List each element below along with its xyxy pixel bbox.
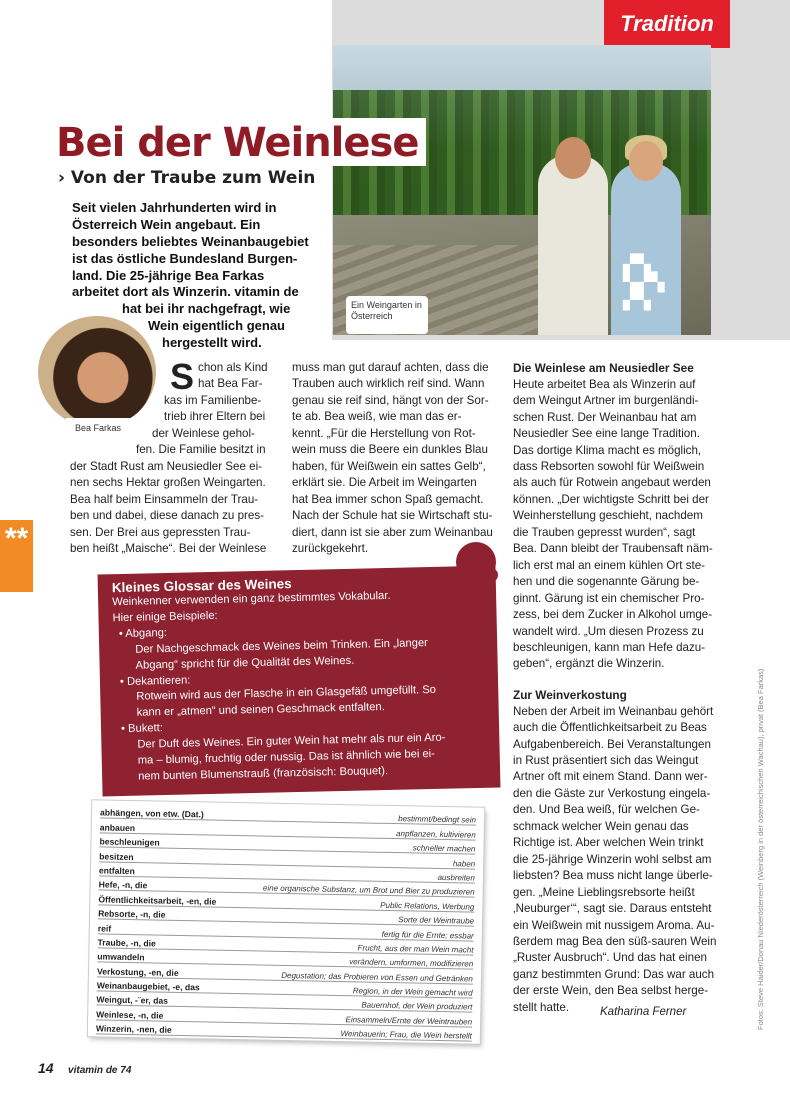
vocabulary-list xyxy=(88,800,484,1043)
article-column-3: Die Weinlese am Neusiedler See Heute arbeitet Bea als Winzerin auf dem Weingut Artner im burgenländi- schen Rust. Der Weinanbau hat am Neusiedler See eine lange Tradition. Das dortige Klima macht es möglich, dass Rebsorten sowohl für Weißwein als auch für Rotwein angebaut werden können. „Der wichtigste Schritt bei der Weinherstellung geschieht, nachdem die Trauben gepresst wurden“, sagt Bea. Dann bleibt der Traubensaft näm- lich erst mal an einem kühlen Ort ste- hen und die sogenannte Gärung be- ginnt. Gärung ist ein chemischer Pro- zess, bei dem Zucker in Alkohol umge- wandelt wird. „Um diesen Prozess zu beschleunigen, kann man Hefe dazu- geben“, ergänzt die Winzerin. Zur Weinverkostung Neben der Arbeit im Weinanbau gehört auch die Öffentlichkeitsarbeit zu Beas Aufgabenbereich. Bei Veranstaltungen in Rust präsentiert sich das Weingut Artner oft mit einem Stand. Dann wer- den die Gäste zur Verkostung eingela- den. Und Bea weiß, für welchen Ge- schmack welcher Wein genau das Richtige ist. Aber welchen Wein trinkt die 25-jährige Winzerin wohl selbst am liebsten? Bea muss nicht lange überle- gen. „Meine Lieblingsrebsorte heißt ‚Neuburger‘“, sagt sie. Daraus entsteht ein Weißwein mit nussigem Aroma. Au- ßerdem mag Bea den süß-sauren Wein „Ruster Ausbruch“. Und das hat einen ganz bestimmten Grund: Das war auch der erste Wein, den Bea selbst herge- stellt hatte. xyxy=(513,360,723,1016)
vocab-row: Hefe, -n, die eine organische Substanz, um Brot und Bier zu produzieren xyxy=(99,876,475,898)
vocab-row: Öffentlichkeitsarbeit, -en, die Public Relations, Werbung xyxy=(98,891,474,913)
page-number: 14 xyxy=(38,1060,54,1076)
grape-icon: ▞▚ ▚▞▚ ▞▚ xyxy=(623,254,665,310)
vocab-row: reif fertig für die Ernte; essbar xyxy=(98,920,474,942)
vocab-row: Verkostung, -en, die Degustation; das Probieren von Essen und Getränken xyxy=(97,963,473,985)
vocab-row: anbauen anpflanzen, kultivieren xyxy=(100,819,476,841)
intro-paragraph: Seit vielen Jahrhunderten wird in Österreich Wein angebaut. Ein besonders beliebtes Weinanbaugebiet ist das östliche Bundesland Burgen- land. Die 25-jährige Bea Farkas arbeitet dort als Winzerin. vitamin de hat bei ihr nachgefragt, wie Wein eigentlich genau hergestellt wird. xyxy=(72,200,309,351)
vocab-row: umwandeln verändern, umformen, modifizieren xyxy=(97,948,473,970)
vocab-row: Winzerin, -nen, die Weinbauerin; Frau, die Wein herstellt xyxy=(96,1020,472,1042)
vocab-row: Traube, -n, die Frucht, aus der man Wein macht xyxy=(97,934,473,956)
asterisk-marker: ** xyxy=(0,520,33,592)
page-title: Bei der Weinlese xyxy=(52,118,426,166)
section-heading: Zur Weinverkostung xyxy=(513,687,627,702)
section-tag: Tradition xyxy=(604,0,730,48)
photo-credit: Fotos: Steve Haider/Donau Niederösterreich (Weinberg in der österreichischen Wachau), privat (Bea Farkas) xyxy=(756,668,765,1030)
magazine-name: vitamin de 74 xyxy=(68,1065,132,1076)
page-footer xyxy=(38,1060,131,1078)
article-column-1: S chon als Kind hat Bea Far- kas im Familienbe- trieb ihrer Eltern bei der Weinlese gehol- fen. Die Familie besitzt in der Stadt Rust am Neusiedler See ei- nen sechs Hektar großen Weingarten. Bea half beim Einsammeln der Trau- ben und dabei, diese danach zu pres- sen. Der Brei aus gepressten Trau- ben heißt „Maische“. Bei der Weinlese xyxy=(70,356,268,555)
vocab-row: beschleunigen schneller machen xyxy=(99,833,475,855)
page-subtitle: › Von der Traube zum Wein xyxy=(52,166,330,190)
vocab-row: Weingut, -¨er, das Bauernhof, der Wein produziert xyxy=(96,991,472,1013)
vocab-row: besitzen haben xyxy=(99,848,475,870)
glossary-box: Kleines Glossar des Weines Weinkenner verwenden ein ganz bestimmtes Vokabular. Hier einige Beispiele: • Abgang: Der Nachgeschmack des Weines beim Trinken. Ein „langer Abgang“ spricht für die Qualität des Weines. • Dekantieren: Rotwein wird aus der Flasche in ein Glasgefäß umgefüllt. So kann er „atmen“ und seinen Geschmack entfalten. • Bukett: Der Duft des Weines. Ein guter Wein hat mehr als nur ein Aro- ma – blumig, fruchtig oder nussig. Das ist ähnlich wie bei ei- nem bunten Blumenstrauß (französisch: Bouquet). xyxy=(98,566,501,797)
photo-caption: Ein Weingarten in Österreich xyxy=(346,296,428,334)
drop-cap: S xyxy=(170,356,195,397)
vocab-row: abhängen, von etw. (Dat.) bestimmt/bedingt sein xyxy=(100,804,476,826)
glossary-title: Kleines Glossar des Weines xyxy=(111,576,292,596)
author-signature: Katharina Ferner xyxy=(600,1006,687,1018)
vineyard-photo xyxy=(333,45,711,335)
portrait-caption: Bea Farkas xyxy=(66,418,130,438)
section-heading: Die Weinlese am Neusiedler See xyxy=(513,361,694,375)
vocab-row: Rebsorte, -n, die Sorte der Weintraube xyxy=(98,905,474,927)
article-column-2: muss man gut darauf achten, dass die Trauben auch wirklich reif sind. Wann genau sie reif sind, hängt von der Sor- te ab. Bea weiß, wie man das er- kennt. „Für die Herstellung von Rot- wein muss die Beere ein dunkles Blau haben, für Weißwein ein sattes Gelb“, erklärt sie. Die Arbeit im Weingarten hat Bea immer schon Spaß gemacht. Nach der Schule hat sie Wirtschaft stu- diert, dann ist sie aber zum Weinanbau zurückgekehrt. xyxy=(292,361,493,555)
vocab-row: Weinlese, -n, die Einsammeln/Ernte der Weintrauben xyxy=(96,1006,472,1028)
vocab-row: entfalten ausbreiten xyxy=(99,862,475,884)
vocab-row: Weinanbaugebiet, -e, das Region, in der Wein gemacht wird xyxy=(97,977,473,999)
